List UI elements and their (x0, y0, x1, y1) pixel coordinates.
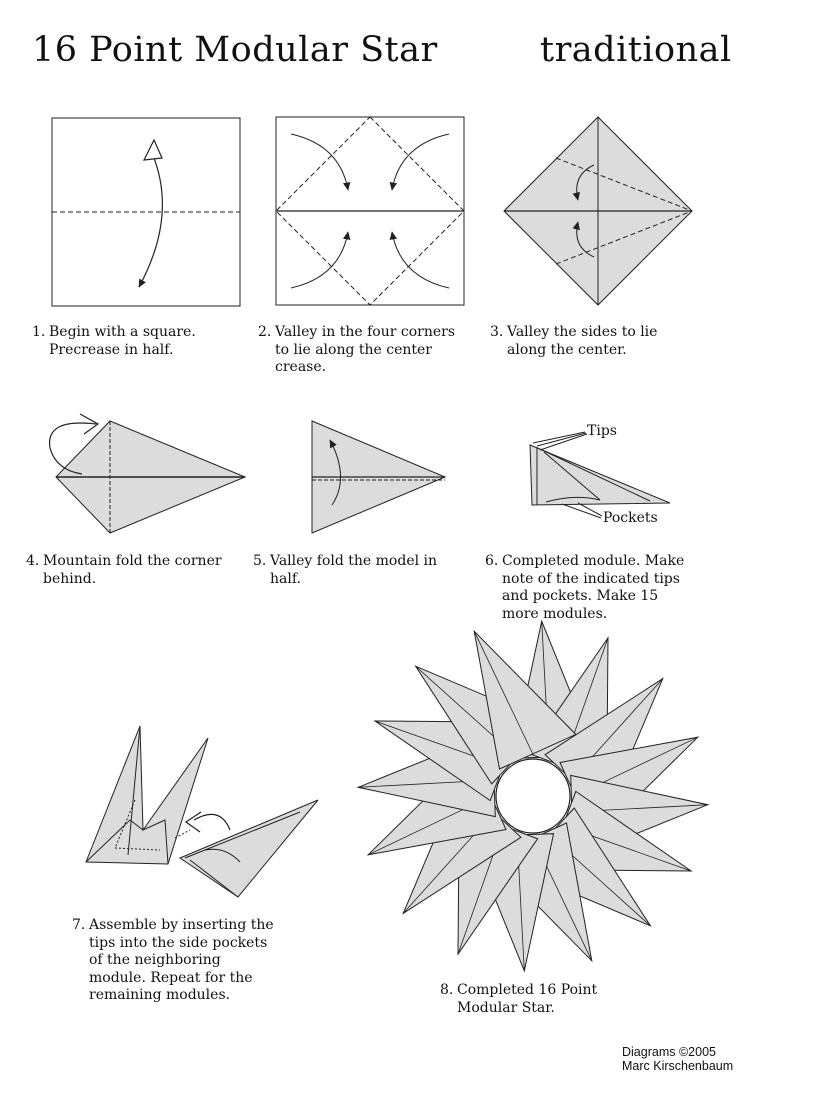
step-5-diagram (312, 421, 445, 533)
pockets-label: Pockets (603, 510, 658, 526)
step-1-diagram (52, 118, 240, 306)
step-number: 1. (32, 324, 46, 340)
step-4-diagram (50, 414, 245, 533)
step-1-caption (32, 324, 232, 359)
step-5-caption (253, 553, 458, 588)
step-number: 3. (490, 324, 504, 340)
diagram-credit (622, 1045, 733, 1073)
step-number: 4. (26, 553, 40, 569)
step-8-star-diagram (358, 621, 708, 971)
step-3-diagram (504, 117, 692, 305)
step-text: Assemble by inserting the tips into the side pockets of the neighboring module. Repeat for the remaining modules. (89, 917, 274, 1003)
step-6-caption (485, 553, 690, 623)
step-3-caption (490, 324, 680, 359)
step-7-caption (72, 917, 277, 1005)
tips-label: Tips (587, 423, 617, 439)
step-text: Valley fold the model in half. (270, 553, 438, 587)
credit-line-1: Diagrams ©2005 (622, 1045, 716, 1059)
step-number: 7. (72, 917, 86, 933)
step-8-caption (440, 982, 620, 1017)
step-text: Mountain fold the corner behind. (43, 553, 222, 587)
step-6-diagram (530, 432, 670, 518)
step-text: Valley the sides to lie along the center. (507, 324, 658, 358)
insert-arrow-icon (194, 814, 230, 830)
step-7-diagram (86, 726, 318, 897)
page-subtitle: traditional (540, 30, 732, 70)
step-2-diagram (276, 117, 464, 305)
step-number: 6. (485, 553, 499, 569)
step-4-caption (26, 553, 241, 588)
pockets-leader-line (562, 504, 601, 518)
credit-line-2: Marc Kirschenbaum (622, 1059, 734, 1073)
star-center-hole (496, 759, 570, 833)
step-text: Completed 16 Point Modular Star. (457, 982, 598, 1016)
step-2-caption (258, 324, 463, 377)
step-text: Begin with a square. Precrease in half. (49, 324, 196, 358)
page-title: 16 Point Modular Star (32, 30, 438, 70)
step-number: 5. (253, 553, 267, 569)
step-number: 2. (258, 324, 272, 340)
step-number: 8. (440, 982, 454, 998)
step-text: Valley in the four corners to lie along the center crease. (275, 324, 456, 375)
step-text: Completed module. Make note of the indicated tips and pockets. Make 15 more modules. (502, 553, 685, 622)
